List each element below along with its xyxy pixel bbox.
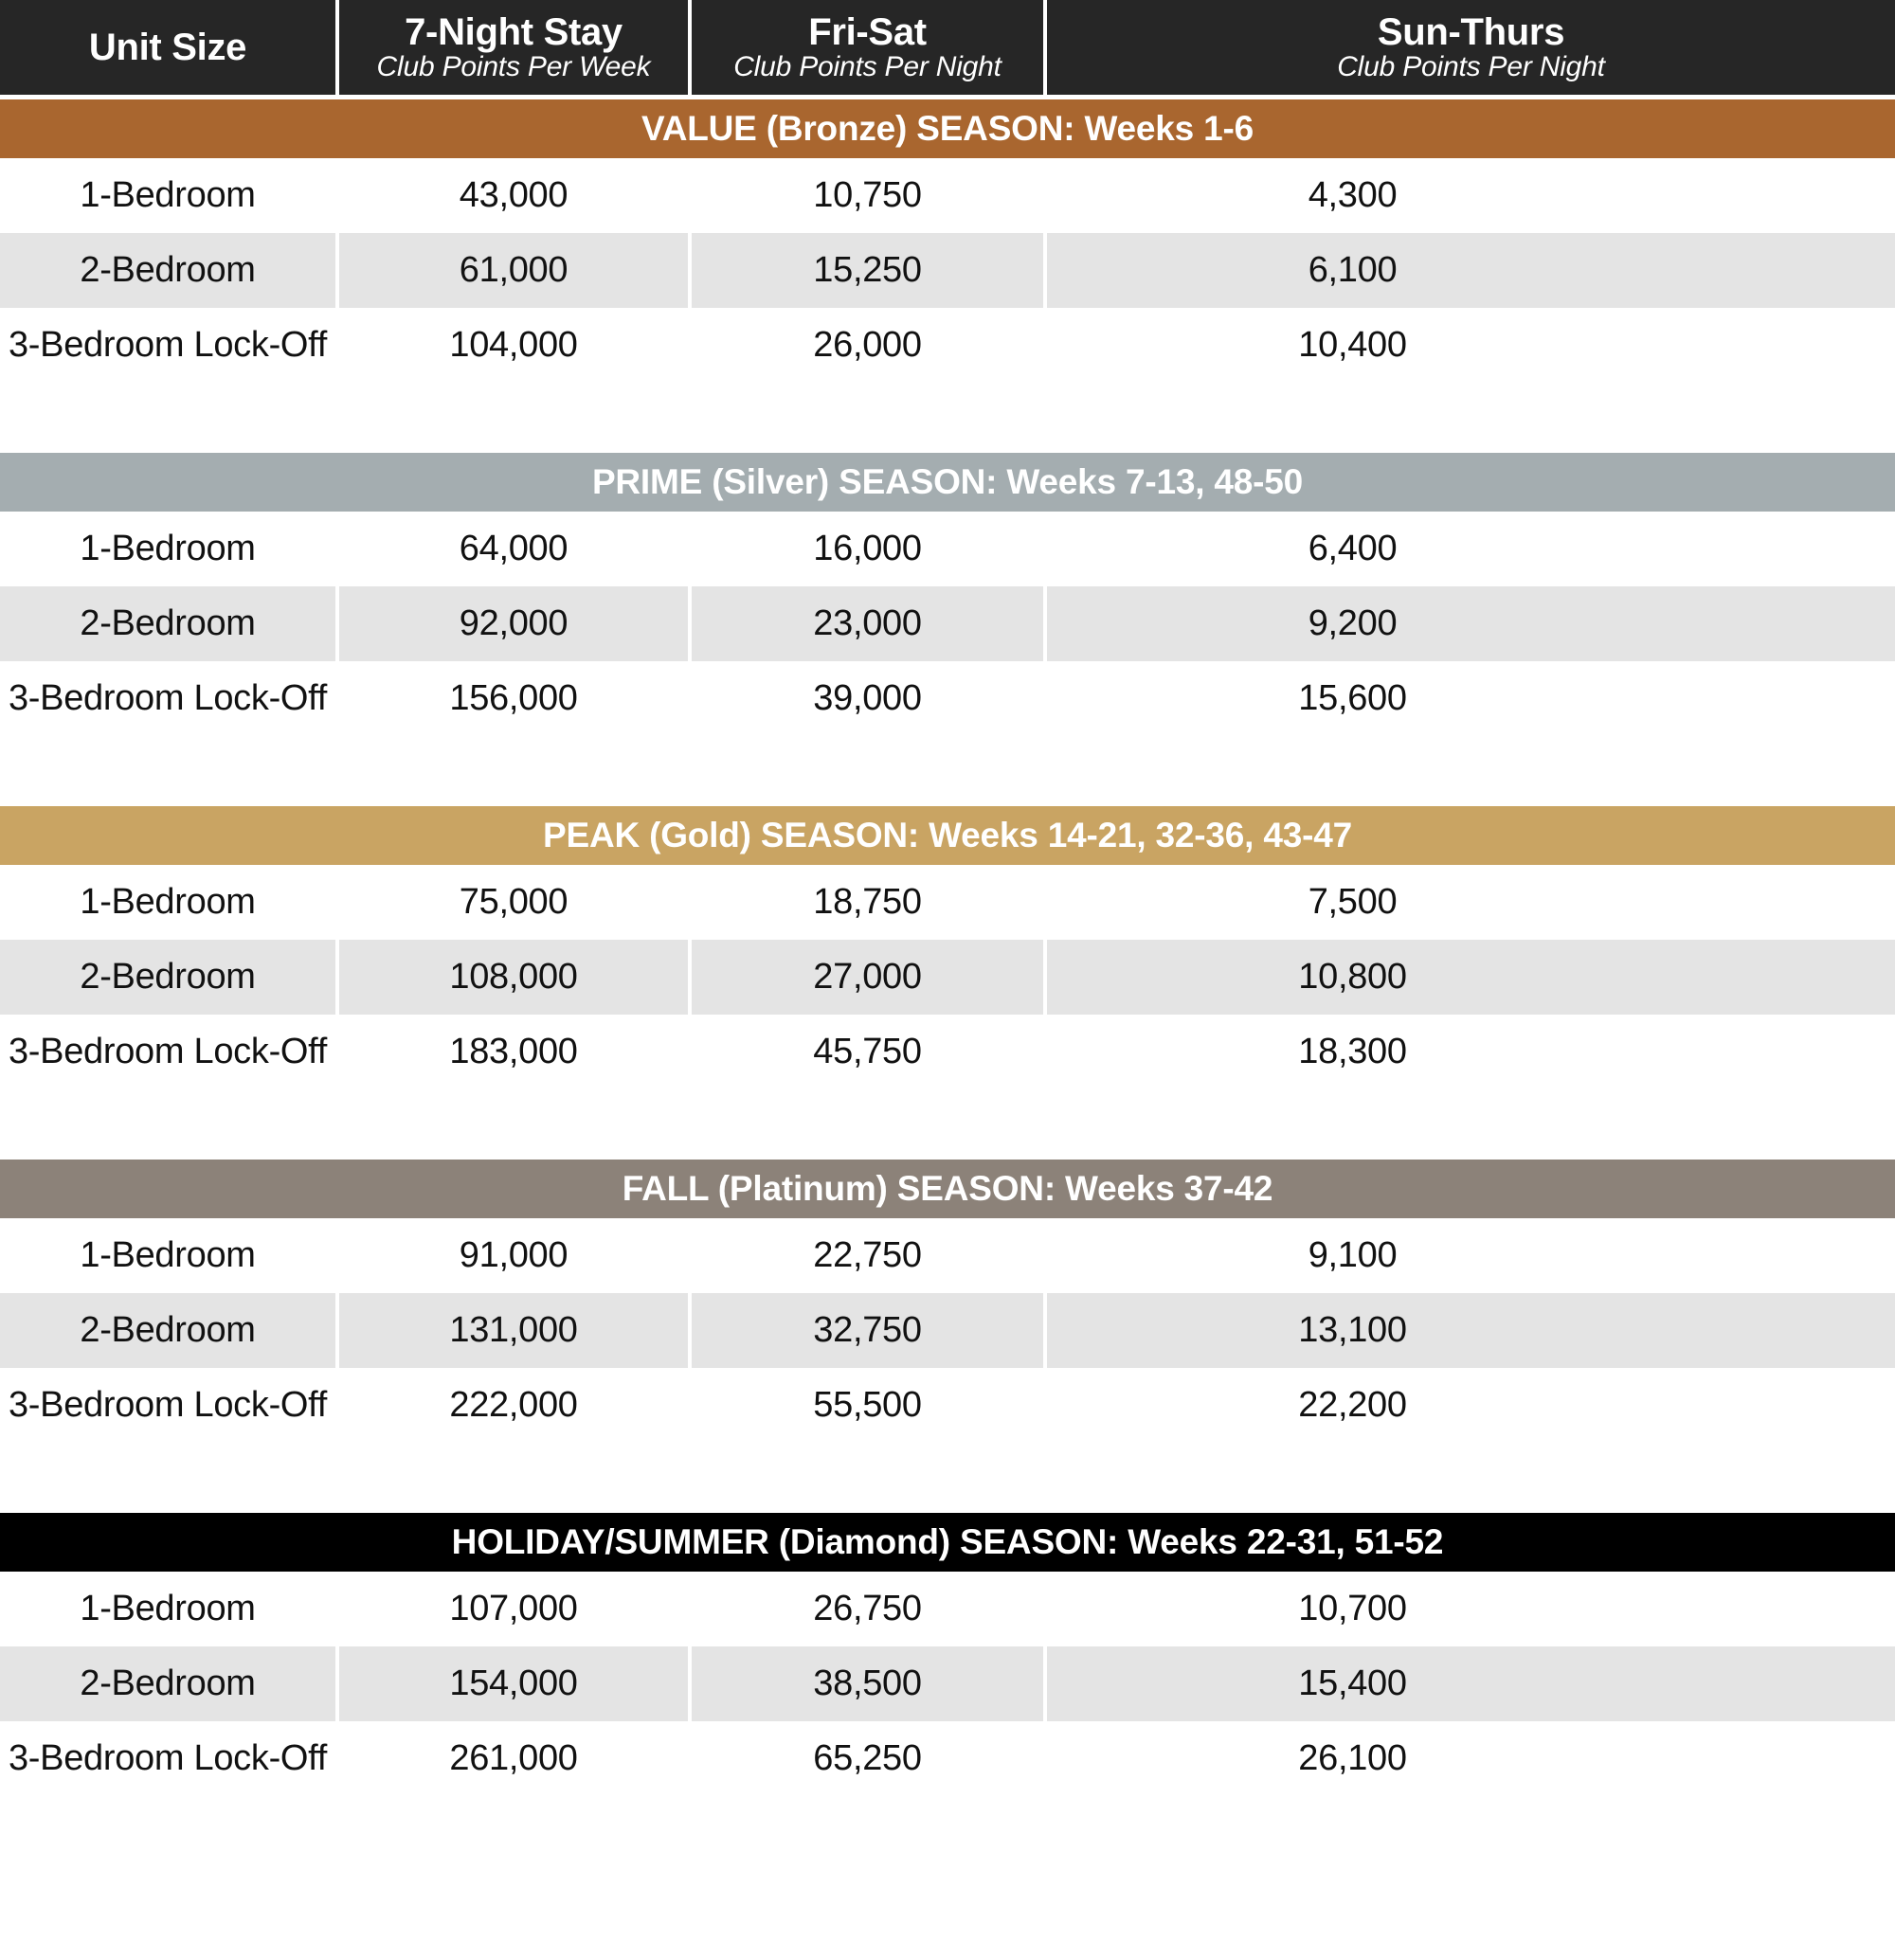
cell-7-night-stay: 154,000 xyxy=(339,1646,692,1721)
cell-sun-thurs: 18,300 xyxy=(1047,1015,1895,1089)
table-row xyxy=(0,233,1895,308)
season-band-1 xyxy=(0,99,1895,158)
cell-sun-thurs: 10,400 xyxy=(1047,308,1895,383)
cell-fri-sat: 65,250 xyxy=(692,1721,1047,1796)
cell-unit-size: 2-Bedroom xyxy=(0,1293,339,1368)
cell-fri-sat: 55,500 xyxy=(692,1368,1047,1443)
cell-unit-size: 2-Bedroom xyxy=(0,586,339,661)
cell-unit-size: 1-Bedroom xyxy=(0,1218,339,1293)
cell-unit-size: 3-Bedroom Lock-Off xyxy=(0,1015,339,1089)
cell-7-night-stay: 91,000 xyxy=(339,1218,692,1293)
section-spacer xyxy=(0,736,1895,806)
season-band-5 xyxy=(0,1513,1895,1572)
cell-unit-size: 1-Bedroom xyxy=(0,512,339,586)
cell-unit-size: 1-Bedroom xyxy=(0,865,339,940)
cell-unit-size: 2-Bedroom xyxy=(0,233,339,308)
season-band-2 xyxy=(0,453,1895,512)
cell-unit-size: 2-Bedroom xyxy=(0,940,339,1015)
table-row xyxy=(0,158,1895,233)
cell-7-night-stay: 108,000 xyxy=(339,940,692,1015)
season-band-label: HOLIDAY/SUMMER (Diamond) SEASON: Weeks 22-31, 51-52 xyxy=(451,1522,1444,1561)
cell-fri-sat: 32,750 xyxy=(692,1293,1047,1368)
table-row xyxy=(0,661,1895,736)
cell-7-night-stay: 61,000 xyxy=(339,233,692,308)
table-row xyxy=(0,1293,1895,1368)
cell-fri-sat: 18,750 xyxy=(692,865,1047,940)
table-row xyxy=(0,1368,1895,1443)
cell-7-night-stay: 64,000 xyxy=(339,512,692,586)
cell-fri-sat: 23,000 xyxy=(692,586,1047,661)
cell-sun-thurs: 7,500 xyxy=(1047,865,1895,940)
cell-sun-thurs: 15,400 xyxy=(1047,1646,1895,1721)
column-header-fri-sat-title: Fri-Sat xyxy=(808,10,927,53)
column-header-fri-sat-subtitle: Club Points Per Night xyxy=(733,50,1002,82)
cell-unit-size: 3-Bedroom Lock-Off xyxy=(0,1721,339,1796)
cell-sun-thurs: 10,800 xyxy=(1047,940,1895,1015)
cell-sun-thurs: 4,300 xyxy=(1047,158,1895,233)
cell-fri-sat: 39,000 xyxy=(692,661,1047,736)
section-spacer xyxy=(0,1443,1895,1513)
column-header-sun-thurs-subtitle: Club Points Per Night xyxy=(1337,50,1605,82)
cell-7-night-stay: 107,000 xyxy=(339,1572,692,1646)
cell-sun-thurs: 26,100 xyxy=(1047,1721,1895,1796)
cell-sun-thurs: 6,400 xyxy=(1047,512,1895,586)
cell-7-night-stay: 156,000 xyxy=(339,661,692,736)
cell-sun-thurs: 6,100 xyxy=(1047,233,1895,308)
cell-unit-size: 1-Bedroom xyxy=(0,1572,339,1646)
season-band-label: PEAK (Gold) SEASON: Weeks 14-21, 32-36, 43-47 xyxy=(543,816,1352,854)
column-header-sun-thurs-title: Sun-Thurs xyxy=(1377,10,1565,53)
cell-sun-thurs: 22,200 xyxy=(1047,1368,1895,1443)
cell-unit-size: 1-Bedroom xyxy=(0,158,339,233)
section-spacer xyxy=(0,383,1895,453)
cell-fri-sat: 27,000 xyxy=(692,940,1047,1015)
cell-7-night-stay: 104,000 xyxy=(339,308,692,383)
table-row xyxy=(0,586,1895,661)
column-header-7-night-stay-subtitle: Club Points Per Week xyxy=(376,50,651,82)
season-band-label: PRIME (Silver) SEASON: Weeks 7-13, 48-50 xyxy=(591,462,1304,501)
table-row xyxy=(0,308,1895,383)
table-row xyxy=(0,512,1895,586)
cell-unit-size: 3-Bedroom Lock-Off xyxy=(0,661,339,736)
column-header-unit-size xyxy=(0,0,339,95)
cell-unit-size: 3-Bedroom Lock-Off xyxy=(0,1368,339,1443)
cell-sun-thurs: 9,200 xyxy=(1047,586,1895,661)
table-row xyxy=(0,1015,1895,1089)
season-band-label: FALL (Platinum) SEASON: Weeks 37-42 xyxy=(622,1169,1273,1208)
column-header-unit-size-title: Unit Size xyxy=(88,26,247,68)
table-header-row xyxy=(0,0,1895,95)
cell-unit-size: 3-Bedroom Lock-Off xyxy=(0,308,339,383)
cell-fri-sat: 38,500 xyxy=(692,1646,1047,1721)
column-header-fri-sat xyxy=(692,0,1047,95)
cell-7-night-stay: 92,000 xyxy=(339,586,692,661)
table-row xyxy=(0,940,1895,1015)
table-row xyxy=(0,1721,1895,1796)
table-row xyxy=(0,1572,1895,1646)
season-band-4 xyxy=(0,1160,1895,1218)
cell-fri-sat: 26,750 xyxy=(692,1572,1047,1646)
cell-fri-sat: 15,250 xyxy=(692,233,1047,308)
cell-fri-sat: 26,000 xyxy=(692,308,1047,383)
cell-7-night-stay: 183,000 xyxy=(339,1015,692,1089)
table-row xyxy=(0,1646,1895,1721)
cell-7-night-stay: 222,000 xyxy=(339,1368,692,1443)
column-header-7-night-stay-title: 7-Night Stay xyxy=(405,10,623,53)
cell-7-night-stay: 75,000 xyxy=(339,865,692,940)
cell-fri-sat: 16,000 xyxy=(692,512,1047,586)
cell-7-night-stay: 261,000 xyxy=(339,1721,692,1796)
section-spacer xyxy=(0,1089,1895,1160)
column-header-sun-thurs xyxy=(1047,0,1895,95)
cell-sun-thurs: 9,100 xyxy=(1047,1218,1895,1293)
cell-fri-sat: 22,750 xyxy=(692,1218,1047,1293)
cell-sun-thurs: 13,100 xyxy=(1047,1293,1895,1368)
season-band-3 xyxy=(0,806,1895,865)
table-row xyxy=(0,1218,1895,1293)
cell-fri-sat: 10,750 xyxy=(692,158,1047,233)
cell-unit-size: 2-Bedroom xyxy=(0,1646,339,1721)
season-sections xyxy=(0,99,1895,1796)
cell-fri-sat: 45,750 xyxy=(692,1015,1047,1089)
cell-7-night-stay: 131,000 xyxy=(339,1293,692,1368)
cell-7-night-stay: 43,000 xyxy=(339,158,692,233)
cell-sun-thurs: 15,600 xyxy=(1047,661,1895,736)
season-band-label: VALUE (Bronze) SEASON: Weeks 1-6 xyxy=(641,109,1254,148)
column-header-7-night-stay xyxy=(339,0,692,95)
cell-sun-thurs: 10,700 xyxy=(1047,1572,1895,1646)
table-row xyxy=(0,865,1895,940)
